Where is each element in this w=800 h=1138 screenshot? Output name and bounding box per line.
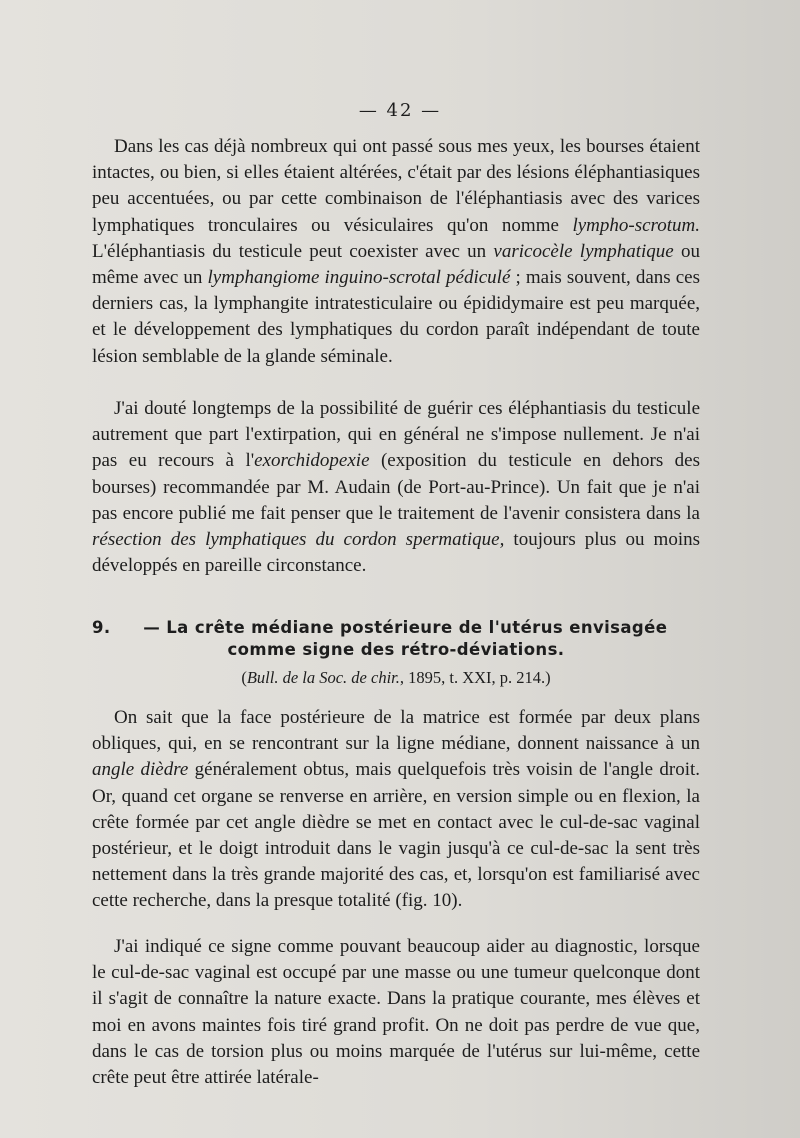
section-title: — La crête médiane postérieure de l'utérus envisagée comme signe des rétro-déviations. <box>143 618 668 659</box>
text-run: (exposition du testicule en dehors des bourses) recommandée par M. Audain (de Port-au-Prince). Un fait que je n'ai pas encore publié me fait penser que le traitement de l'avenir consistera dans la <box>92 450 700 524</box>
text-run: Dans les cas déjà nombreux qui ont passé sous mes yeux, les bourses étaient intactes, ou bien, si elles étaient altérées, c'était par des lésions éléphantiasiques peu accentuées, ou par cette combinaison de l'éléphantiasis avec des varices lymphatiques tronculaires ou vésiculaires qu'on nomme <box>92 136 700 236</box>
citation-journal: Bull. de la Soc. de chir. <box>246 668 400 687</box>
text-run: L'éléphantiasis du testicule peut coexister avec un <box>92 240 494 262</box>
section-number: 9. <box>92 618 111 637</box>
citation-open: ( <box>241 668 247 687</box>
page-number: — 42 — <box>358 100 442 121</box>
italic-term: résection des lymphatiques du cordon spermatique, <box>92 529 505 551</box>
italic-term: angle dièdre <box>92 759 189 781</box>
citation-details: , 1895, t. XXI, p. 214.) <box>399 668 551 687</box>
italic-term: lympho-scrotum. <box>572 214 700 236</box>
italic-term: lymphangiome inguino-scrotal pédiculé <box>207 267 511 289</box>
italic-term: varicocèle lymphatique <box>493 240 674 262</box>
text-run: ou même avec un <box>92 240 700 289</box>
paragraph-diagnostic <box>92 934 700 1091</box>
text-run: On sait que la face postérieure de la matrice est formée par deux plans obliques, qui, en se rencontrant sur la ligne médiane, donnent naissance à un <box>92 707 700 755</box>
paragraph-elephantiasis <box>92 134 700 370</box>
italic-term: exorchidopexie <box>254 450 370 472</box>
text-run: ; mais souvent, dans ces derniers cas, la lymphangite intratesticulaire ou épididymaire est peu marquée, et le développement des lymphatiques du cordon paraît indépendant de toute lésion semblable de la glande séminale. <box>92 267 700 367</box>
text-run: J'ai douté longtemps de la possibilité de guérir ces éléphantiasis du testicule autrement que part l'extirpation, qui en général ne s'impose nullement. Je n'ai pas eu recours à l' <box>92 398 700 472</box>
text-run: généralement obtus, mais quelquefois très voisin de l'angle droit. Or, quand cet organe se renverse en arrière, en version simple ou en flexion, la crête formée par cet angle dièdre se met en contact avec le cul-de-sac vaginal postérieur, et le doigt introduit dans le vagin jusqu'à ce cul-de-sac la sent très nettement dans la très grande majorité des cas, et, lorsqu'on est familiarisé avec cette recherche, dans la presque totalité (fig. 10). <box>92 759 700 912</box>
paragraph-treatment <box>92 396 700 579</box>
text-run: J'ai indiqué ce signe comme pouvant beaucoup aider au diagnostic, lorsque le cul-de-sac vaginal est occupé par une masse ou une tumeur quelconque dont il s'agit de connaître la nature exacte. Dans la pratique courante, mes élèves et moi en avons maintes fois tiré grand profit. On ne doit pas perdre de vue que, dans le cas de torsion plus ou moins marquée de l'utérus sur lui-même, cette crête peut être attirée latérale- <box>92 936 700 1089</box>
citation <box>92 668 700 688</box>
section-heading <box>92 617 700 661</box>
text-run: toujours plus ou moins développés en pareille circonstance. <box>92 529 700 577</box>
paragraph-uterine-crest <box>92 705 700 915</box>
